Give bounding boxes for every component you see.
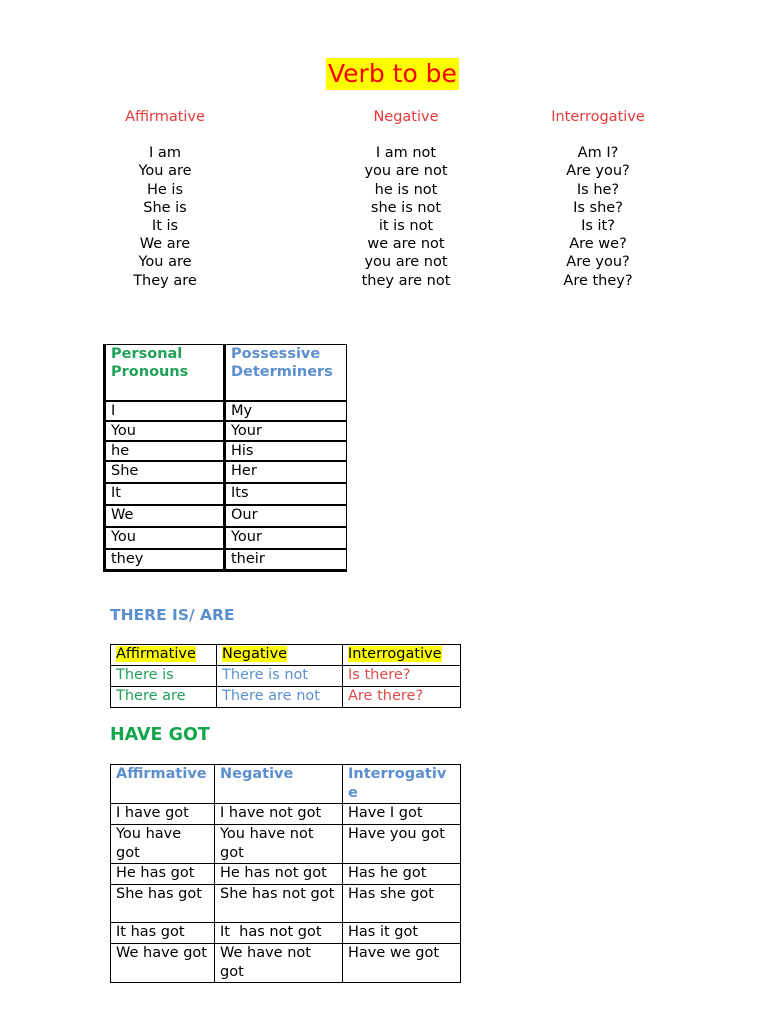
- negative-header-text: Negative: [222, 646, 288, 662]
- negative-cell: There are not: [217, 687, 343, 708]
- personal-pronouns-header: Personal Pronouns: [105, 345, 225, 401]
- determiner-cell: Her: [225, 461, 347, 483]
- determiner-cell: Our: [225, 505, 347, 527]
- affirmative-item: You are: [138, 163, 192, 180]
- determiner-cell: My: [225, 401, 347, 421]
- table-row: [105, 401, 347, 421]
- affirmative-item: I am: [149, 145, 181, 162]
- negative-item: it is not: [378, 218, 434, 235]
- negative-cell: She has not got: [215, 885, 343, 923]
- negative-item: she is not: [370, 199, 442, 216]
- interrogative-item: Are you?: [566, 163, 630, 180]
- affirmative-item: He is: [146, 181, 184, 198]
- affirmative-heading: Affirmative: [125, 109, 205, 125]
- table-row: [105, 527, 347, 549]
- determiner-cell: Your: [225, 421, 347, 441]
- negative-item: I am not: [375, 145, 437, 162]
- negative-cell: It has not got: [215, 923, 343, 944]
- possessive-determiners-header: Possessive Determiners: [225, 345, 347, 401]
- negative-cell: He has not got: [215, 864, 343, 885]
- negative-item: we are not: [367, 236, 445, 253]
- affirmative-cell: It has got: [111, 923, 215, 944]
- interrogative-item: Are you?: [566, 254, 630, 271]
- affirmative-cell: He has got: [111, 864, 215, 885]
- affirmative-cell: You have got: [111, 825, 215, 864]
- negative-cell: I have not got: [215, 804, 343, 825]
- table-row: [111, 825, 461, 864]
- affirmative-item: It is: [151, 218, 179, 235]
- interrogative-cell: Are there?: [343, 687, 461, 708]
- table-row: [111, 666, 461, 687]
- pronoun-cell: he: [105, 441, 225, 461]
- negative-item: he is not: [374, 181, 438, 198]
- negative-cell: There is not: [217, 666, 343, 687]
- table-header-row: [105, 345, 347, 401]
- affirmative-item: You are: [138, 254, 192, 271]
- interrogative-item: Am I?: [577, 145, 619, 162]
- interrogative-heading: Interrogative: [551, 109, 645, 125]
- have-got-heading: HAVE GOT: [110, 725, 210, 745]
- negative-header: [217, 645, 343, 666]
- negative-cell: You have not got: [215, 825, 343, 864]
- negative-heading: Negative: [373, 109, 439, 125]
- table-row: [111, 864, 461, 885]
- interrogative-item: Is it?: [581, 218, 615, 235]
- interrogative-header: [343, 645, 461, 666]
- pronoun-cell: We: [105, 505, 225, 527]
- affirmative-item: We are: [139, 236, 191, 253]
- affirmative-cell: She has got: [111, 885, 215, 923]
- interrogative-column: [530, 108, 666, 290]
- pronoun-cell: You: [105, 527, 225, 549]
- affirmative-header-text: Affirmative: [116, 646, 196, 662]
- table-header-row: [111, 645, 461, 666]
- negative-item: they are not: [361, 272, 451, 289]
- table-row: [105, 505, 347, 527]
- table-row: [111, 804, 461, 825]
- determiner-cell: their: [225, 549, 347, 571]
- table-row: [111, 944, 461, 983]
- negative-item: you are not: [364, 254, 448, 271]
- affirmative-item: She is: [143, 199, 187, 216]
- interrogative-cell: Have I got: [343, 804, 461, 825]
- table-row: [105, 421, 347, 441]
- table-row: [111, 923, 461, 944]
- affirmative-cell: There is: [111, 666, 217, 687]
- interrogative-cell: Has it got: [343, 923, 461, 944]
- pronoun-cell: they: [105, 549, 225, 571]
- pronoun-cell: You: [105, 421, 225, 441]
- interrogative-item: Is she?: [573, 199, 623, 216]
- affirmative-item: They are: [133, 272, 197, 289]
- interrogative-header: Interrogative: [343, 765, 461, 804]
- table-row: [111, 687, 461, 708]
- table-header-row: [111, 765, 461, 804]
- affirmative-header: [111, 645, 217, 666]
- interrogative-cell: Is there?: [343, 666, 461, 687]
- table-row: [105, 441, 347, 461]
- interrogative-header-text: Interrogative: [348, 646, 442, 662]
- negative-item: you are not: [364, 163, 448, 180]
- negative-cell: We have not got: [215, 944, 343, 983]
- interrogative-cell: Have you got: [343, 825, 461, 864]
- interrogative-cell: Have we got: [343, 944, 461, 983]
- interrogative-item: Are they?: [563, 272, 633, 289]
- affirmative-column: [105, 108, 225, 290]
- determiner-cell: His: [225, 441, 347, 461]
- determiner-cell: Your: [225, 527, 347, 549]
- there-is-are-table: [110, 644, 461, 708]
- affirmative-header: Affirmative: [111, 765, 215, 804]
- interrogative-item: Is he?: [576, 181, 620, 198]
- pronoun-cell: She: [105, 461, 225, 483]
- pronoun-cell: It: [105, 483, 225, 505]
- interrogative-cell: Has she got: [343, 885, 461, 923]
- interrogative-item: Are we?: [569, 236, 627, 253]
- negative-header: Negative: [215, 765, 343, 804]
- table-row: [105, 461, 347, 483]
- page-title: Verb to be: [328, 59, 457, 88]
- table-row: [105, 549, 347, 571]
- determiner-cell: Its: [225, 483, 347, 505]
- table-row: [105, 483, 347, 505]
- affirmative-cell: There are: [111, 687, 217, 708]
- affirmative-cell: I have got: [111, 804, 215, 825]
- affirmative-cell: We have got: [111, 944, 215, 983]
- there-is-are-heading: THERE IS/ ARE: [110, 606, 235, 624]
- interrogative-cell: Has he got: [343, 864, 461, 885]
- table-row: [111, 885, 461, 923]
- pronoun-cell: I: [105, 401, 225, 421]
- have-got-table: [110, 764, 461, 983]
- negative-column: [316, 108, 496, 290]
- pronouns-table: [103, 344, 347, 572]
